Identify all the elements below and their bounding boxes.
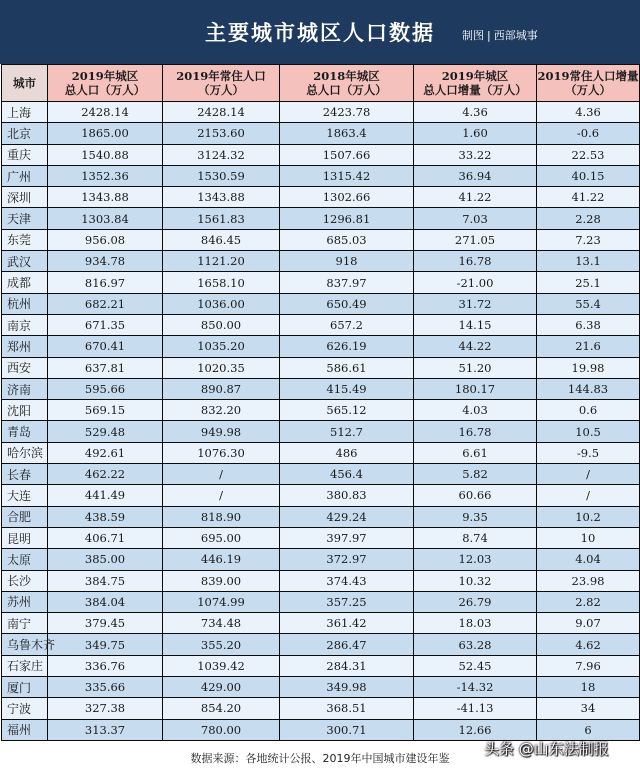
value-cell: 349.98 [280,677,414,698]
city-name-cell: 宁波 [2,698,48,719]
value-cell: 40.15 [537,165,640,186]
value-cell: 780.00 [163,719,280,740]
value-cell: 1020.35 [163,357,280,378]
value-cell: 890.87 [163,378,280,399]
value-cell: / [163,464,280,485]
column-header-city: 城市 [2,65,48,102]
value-cell: 44.22 [414,336,537,357]
credit-source: 西部城事 [493,29,538,42]
city-name-cell: 长春 [2,464,48,485]
table-row [2,506,640,527]
value-cell: 657.2 [280,314,414,335]
value-cell: 7.03 [414,208,537,229]
value-cell: 14.15 [414,314,537,335]
value-cell: 361.42 [280,613,414,634]
table-row [2,357,640,378]
value-cell: 9.07 [537,613,640,634]
value-cell: 1121.20 [163,251,280,272]
value-cell: 12.66 [414,719,537,740]
value-cell: 13.1 [537,251,640,272]
table-row [2,314,640,335]
value-cell: 1303.84 [48,208,163,229]
column-header: 2018年城区 总人口（万人） [280,65,414,102]
value-cell: 949.98 [163,421,280,442]
value-cell: 31.72 [414,293,537,314]
column-header: 2019常住人口增量 （万人） [537,65,640,102]
value-cell: 595.66 [48,378,163,399]
table-row [2,102,640,123]
value-cell: 2428.14 [48,102,163,123]
city-name-cell: 东莞 [2,229,48,250]
value-cell: 2428.14 [163,102,280,123]
value-cell: 565.12 [280,400,414,421]
value-cell: 357.25 [280,591,414,612]
population-table [1,64,640,741]
value-cell: 486 [280,442,414,463]
table-row [2,378,640,399]
value-cell: 846.45 [163,229,280,250]
city-name-cell: 西安 [2,357,48,378]
credit-label: 制图 [462,29,484,42]
value-cell: 12.03 [414,549,537,570]
value-cell: 1863.4 [280,123,414,144]
city-name-cell: 天津 [2,208,48,229]
value-cell: -0.6 [537,123,640,144]
city-name-cell: 上海 [2,102,48,123]
table-header [2,65,640,102]
city-name-cell: 合肥 [2,506,48,527]
value-cell: 2423.78 [280,102,414,123]
value-cell: 3124.32 [163,144,280,165]
value-cell: 850.00 [163,314,280,335]
table-row [2,144,640,165]
value-cell: 51.20 [414,357,537,378]
value-cell: 650.49 [280,293,414,314]
city-name-cell: 福州 [2,719,48,740]
value-cell: 8.74 [414,527,537,548]
value-cell: 10.2 [537,506,640,527]
value-cell: 1315.42 [280,165,414,186]
value-cell: 1561.83 [163,208,280,229]
city-name-cell: 北京 [2,123,48,144]
value-cell: -41.13 [414,698,537,719]
value-cell: 685.03 [280,229,414,250]
value-cell: 144.83 [537,378,640,399]
value-cell: 384.75 [48,570,163,591]
value-cell: 4.62 [537,634,640,655]
table-row [2,655,640,676]
city-name-cell: 深圳 [2,187,48,208]
value-cell: 1352.36 [48,165,163,186]
value-cell: 7.23 [537,229,640,250]
value-cell: / [163,485,280,506]
table-row [2,272,640,293]
value-cell: 16.78 [414,251,537,272]
table-row [2,293,640,314]
table-row [2,336,640,357]
city-name-cell: 大连 [2,485,48,506]
city-name-cell: 太原 [2,549,48,570]
value-cell: 34 [537,698,640,719]
city-name-cell: 厦门 [2,677,48,698]
table-row [2,229,640,250]
value-cell: 349.75 [48,634,163,655]
value-cell: 2.28 [537,208,640,229]
table-row [2,123,640,144]
table-row [2,549,640,570]
value-cell: 832.20 [163,400,280,421]
value-cell: 441.49 [48,485,163,506]
value-cell: 372.97 [280,549,414,570]
value-cell: 286.47 [280,634,414,655]
value-cell: 397.97 [280,527,414,548]
value-cell: 10 [537,527,640,548]
value-cell: 384.04 [48,591,163,612]
value-cell: 10.5 [537,421,640,442]
table-row [2,485,640,506]
value-cell: 19.98 [537,357,640,378]
table-row [2,591,640,612]
value-cell: / [537,485,640,506]
value-cell: 41.22 [537,187,640,208]
credit-line [462,27,538,43]
value-cell: 734.48 [163,613,280,634]
value-cell: 1035.20 [163,336,280,357]
value-cell: 55.4 [537,293,640,314]
city-name-cell: 重庆 [2,144,48,165]
value-cell: 6 [537,719,640,740]
table-row [2,613,640,634]
value-cell: 529.48 [48,421,163,442]
value-cell: 0.6 [537,400,640,421]
watermark-logo: 头条 @山东法制报 [484,740,609,758]
value-cell: 379.45 [48,613,163,634]
value-cell: 313.37 [48,719,163,740]
table-row [2,634,640,655]
value-cell: 492.61 [48,442,163,463]
value-cell: 21.6 [537,336,640,357]
value-cell: 818.90 [163,506,280,527]
city-name-cell: 济南 [2,378,48,399]
value-cell: 25.1 [537,272,640,293]
table-body [2,102,640,741]
value-cell: 5.82 [414,464,537,485]
value-cell: 837.97 [280,272,414,293]
value-cell: 1540.88 [48,144,163,165]
credit-separator: | [487,29,491,42]
value-cell: 406.71 [48,527,163,548]
value-cell: 637.81 [48,357,163,378]
city-name-cell: 乌鲁木齐 [2,634,48,655]
page-title: 主要城市城区人口数据 [205,21,435,45]
value-cell: 2153.60 [163,123,280,144]
value-cell: 1074.99 [163,591,280,612]
value-cell: 335.66 [48,677,163,698]
value-cell: 934.78 [48,251,163,272]
value-cell: 956.08 [48,229,163,250]
value-cell: -14.32 [414,677,537,698]
city-name-cell: 长沙 [2,570,48,591]
value-cell: 1036.00 [163,293,280,314]
value-cell: 26.79 [414,591,537,612]
value-cell: 586.61 [280,357,414,378]
value-cell: 626.19 [280,336,414,357]
table-row [2,421,640,442]
value-cell: 300.71 [280,719,414,740]
value-cell: 456.4 [280,464,414,485]
value-cell: 22.53 [537,144,640,165]
value-cell: 9.35 [414,506,537,527]
value-cell: 1343.88 [163,187,280,208]
table-row [2,442,640,463]
value-cell: 4.04 [537,549,640,570]
city-name-cell: 石家庄 [2,655,48,676]
value-cell: 2.82 [537,591,640,612]
value-cell: 18 [537,677,640,698]
value-cell: 374.43 [280,570,414,591]
value-cell: 1343.88 [48,187,163,208]
city-name-cell: 成都 [2,272,48,293]
value-cell: -21.00 [414,272,537,293]
city-name-cell: 沈阳 [2,400,48,421]
table-row [2,187,640,208]
value-cell: 16.78 [414,421,537,442]
value-cell: 7.96 [537,655,640,676]
value-cell: 854.20 [163,698,280,719]
value-cell: 180.17 [414,378,537,399]
value-cell: 569.15 [48,400,163,421]
value-cell: 429.24 [280,506,414,527]
value-cell: 1507.66 [280,144,414,165]
table-row [2,570,640,591]
table-row [2,527,640,548]
value-cell: 918 [280,251,414,272]
value-cell: 271.05 [414,229,537,250]
value-cell: 415.49 [280,378,414,399]
value-cell: 52.45 [414,655,537,676]
value-cell: 18.03 [414,613,537,634]
city-name-cell: 杭州 [2,293,48,314]
value-cell: 60.66 [414,485,537,506]
table-row [2,677,640,698]
value-cell: 670.41 [48,336,163,357]
value-cell: 682.21 [48,293,163,314]
table-row [2,208,640,229]
value-cell: 284.31 [280,655,414,676]
value-cell: 63.28 [414,634,537,655]
value-cell: 4.36 [414,102,537,123]
value-cell: 4.36 [537,102,640,123]
city-name-cell: 武汉 [2,251,48,272]
value-cell: 23.98 [537,570,640,591]
value-cell: 6.61 [414,442,537,463]
value-cell: 368.51 [280,698,414,719]
city-name-cell: 青岛 [2,421,48,442]
value-cell: 41.22 [414,187,537,208]
value-cell: 1658.10 [163,272,280,293]
data-source-note: 数据来源：各地统计公报、2019年中国城市建设年鉴 [190,752,450,765]
city-name-cell: 南京 [2,314,48,335]
value-cell: 36.94 [414,165,537,186]
value-cell: 4.03 [414,400,537,421]
value-cell: 695.00 [163,527,280,548]
value-cell: 10.32 [414,570,537,591]
city-name-cell: 苏州 [2,591,48,612]
city-name-cell: 郑州 [2,336,48,357]
table-row [2,165,640,186]
city-name-cell: 哈尔滨 [2,442,48,463]
value-cell: 816.97 [48,272,163,293]
value-cell: 327.38 [48,698,163,719]
value-cell: 1076.30 [163,442,280,463]
value-cell: / [537,464,640,485]
table-row [2,251,640,272]
value-cell: 462.22 [48,464,163,485]
value-cell: 839.00 [163,570,280,591]
value-cell: 6.38 [537,314,640,335]
value-cell: 33.22 [414,144,537,165]
value-cell: 1039.42 [163,655,280,676]
value-cell: -9.5 [537,442,640,463]
city-name-cell: 广州 [2,165,48,186]
table-row [2,464,640,485]
value-cell: 1530.59 [163,165,280,186]
column-header: 2019年城区 总人口增量（万人） [414,65,537,102]
city-name-cell: 南宁 [2,613,48,634]
value-cell: 446.19 [163,549,280,570]
value-cell: 380.83 [280,485,414,506]
column-header: 2019年常住人口 （万人） [163,65,280,102]
value-cell: 429.00 [163,677,280,698]
value-cell: 438.59 [48,506,163,527]
value-cell: 1296.81 [280,208,414,229]
value-cell: 1.60 [414,123,537,144]
table-row [2,400,640,421]
title-banner [0,0,640,64]
value-cell: 385.00 [48,549,163,570]
table-row [2,698,640,719]
value-cell: 512.7 [280,421,414,442]
value-cell: 671.35 [48,314,163,335]
city-name-cell: 昆明 [2,527,48,548]
value-cell: 1865.00 [48,123,163,144]
column-header: 2019年城区 总人口（万人） [48,65,163,102]
value-cell: 336.76 [48,655,163,676]
value-cell: 1302.66 [280,187,414,208]
value-cell: 355.20 [163,634,280,655]
